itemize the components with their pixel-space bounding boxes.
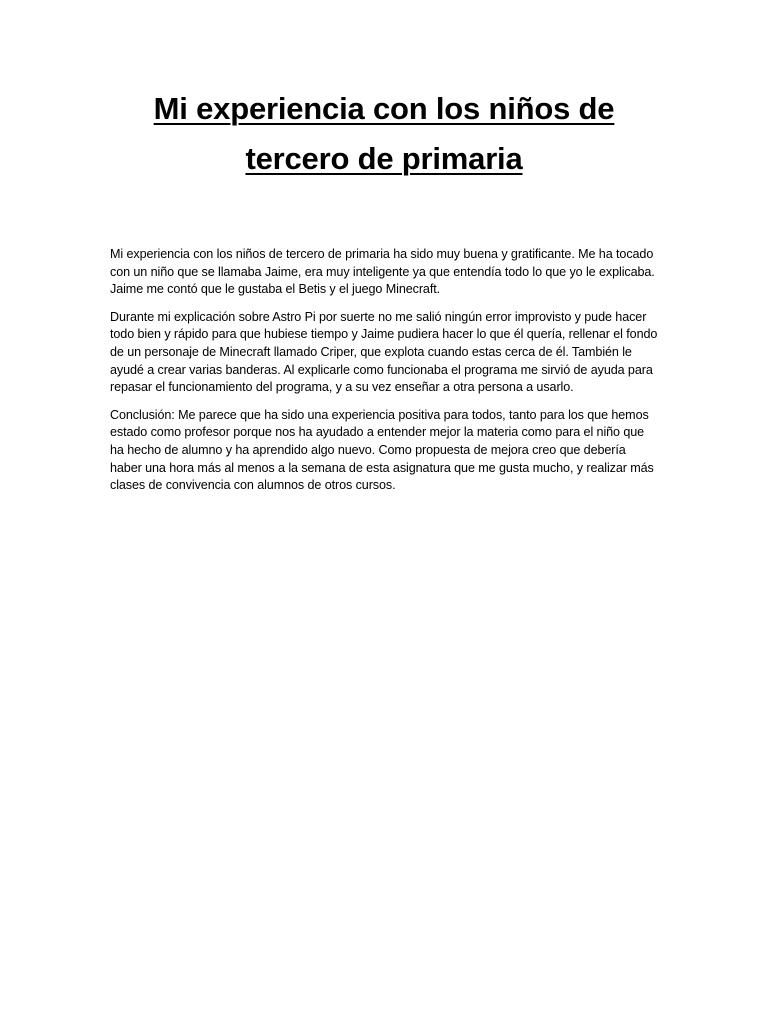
title-line-1: Mi experiencia con los niños de (153, 91, 615, 126)
document-title (100, 84, 668, 184)
paragraph-conclusion: Conclusión: Me parece que ha sido una experiencia positiva para todos, tanto para los que hemos estado como profesor porque nos ha ayudado a entender mejor la materia como para el niño que ha hecho de alumno y ha aprendido algo nuevo. Como propuesta de mejora creo que debería haber una hora más al menos a la semana de esta asignatura que me gusta mucho, y realizar más clases de convivencia con alumnos de otros cursos. (110, 407, 654, 493)
document-body (110, 246, 660, 505)
title-line-2: tercero de primaria (245, 141, 523, 176)
paragraph-intro: Mi experiencia con los niños de tercero de primaria ha sido muy buena y gratificante. Me ha tocado con un niño que se llamaba Jaime, era muy inteligente ya que entendía todo lo que yo le explicaba. Jaime me contó que le gustaba el Betis y el juego Minecraft. (110, 247, 655, 297)
paragraph-explanation: Durante mi explicación sobre Astro Pi por suerte no me salió ningún error improvisto y pude hacer todo bien y rápido para que hubiese tiempo y Jaime pudiera hacer lo que él quería, rellenar el fondo de un personaje de Minecraft llamado Criper, que explota cuando estas cerca de él. También le ayudé a crear varias banderas. Al explicarle como funcionaba el programa me sirvió de ayuda para repasar el funcionamiento del programa, y a su vez enseñar a otra persona a usarlo. (110, 309, 658, 395)
